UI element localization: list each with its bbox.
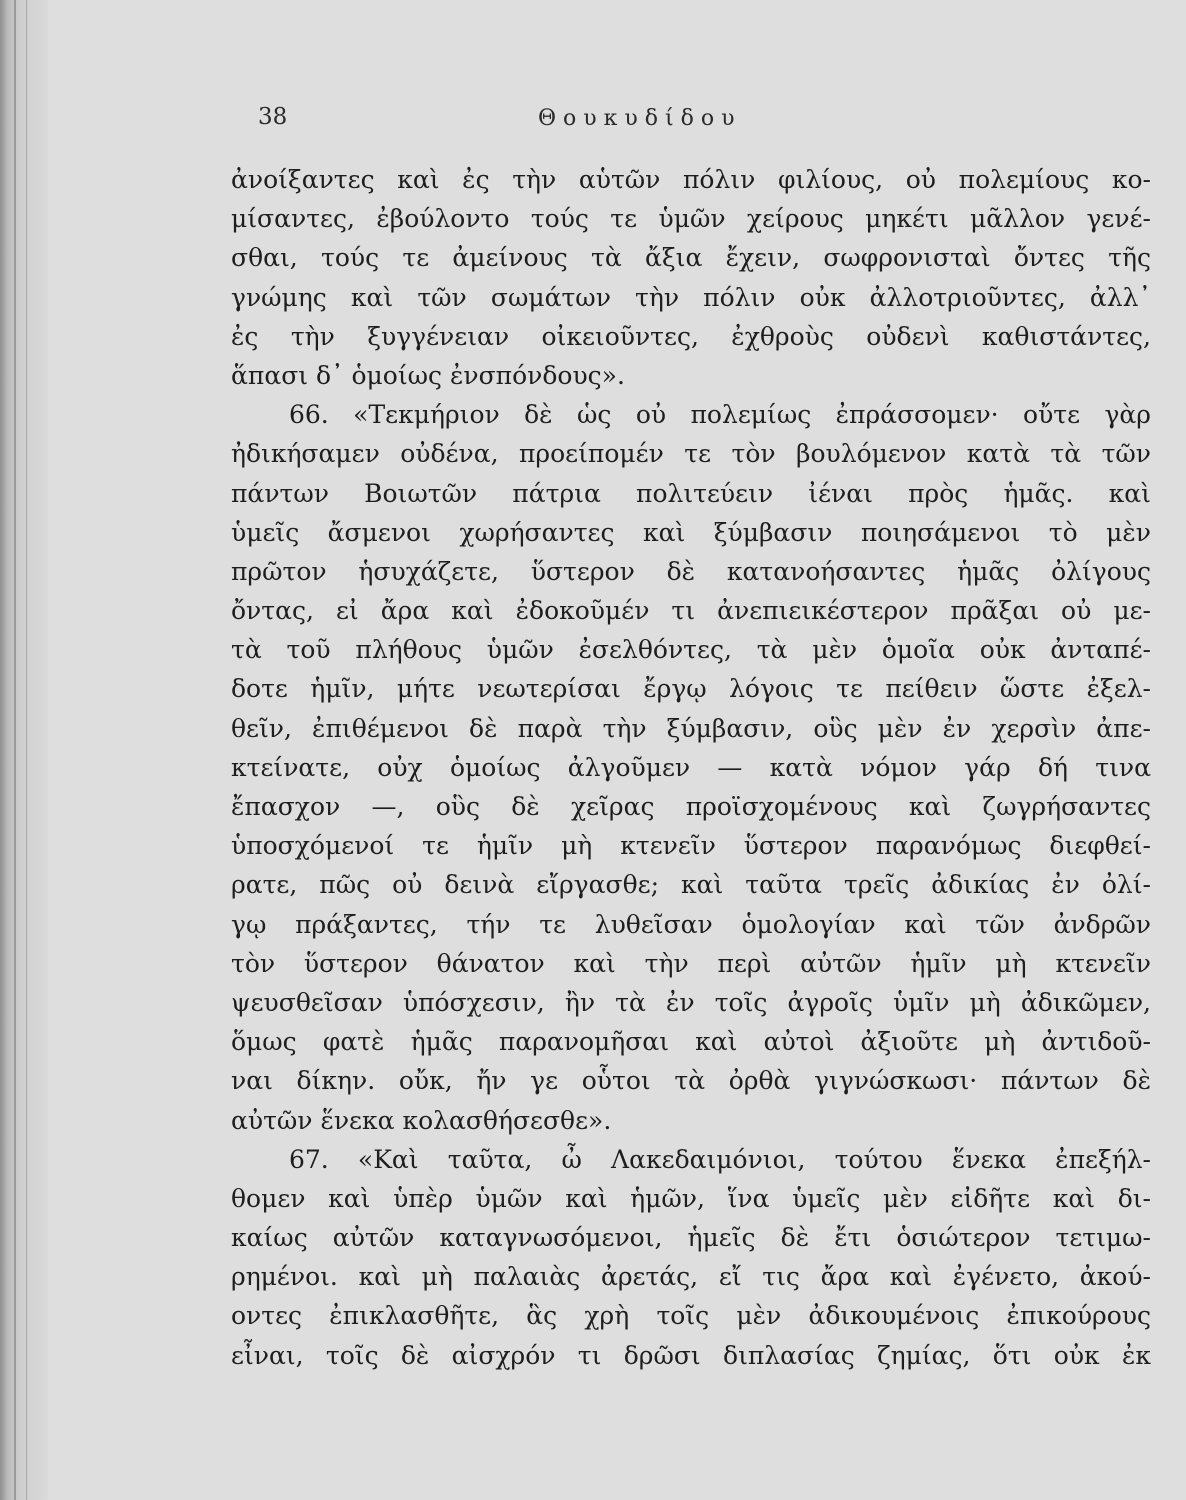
page-binding-edge <box>0 0 48 1500</box>
text-line: γνώμης καὶ τῶν σωμάτων τὴν πόλιν οὐκ ἀλλοτριοῦντες, ἀλλ᾽ <box>231 282 1151 312</box>
chapter-67-start: 67. «Καὶ ταῦτα, ὦ Λακεδαιμόνιοι, τούτου ἕνεκα ἐπεξήλ- <box>289 1144 1151 1174</box>
text-line: εἶναι, τοῖς δὲ αἰσχρόν τι δρῶσι διπλασίας ζημίας, ὅτι οὐκ ἐκ <box>231 1340 1151 1370</box>
body-text <box>231 160 1151 1375</box>
text-line: ὅμως φατὲ ἡμᾶς παρανομῆσαι καὶ αὐτοὶ ἀξιοῦτε μὴ ἀντιδοῦ- <box>231 1027 1151 1057</box>
text-line: ἀνοίξαντες καὶ ἐς τὴν αὑτῶν πόλιν φιλίους, οὐ πολεμίους κο- <box>231 165 1151 194</box>
text-line: σθαι, τούς τε ἀμείνους τὰ ἄξια ἔχειν, σωφρονισταὶ ὄντες τῆς <box>231 243 1151 273</box>
text-line: ἔπασχον —, οὓς δὲ χεῖρας προϊσχομένους καὶ ζωγρήσαντες <box>231 792 1151 821</box>
text-line: μίσαντες, ἐβούλοντο τούς τε ὑμῶν χείρους μηκέτι μᾶλλον γενέ- <box>231 204 1151 234</box>
text-line: δοτε ἡμῖν, μήτε νεωτερίσαι ἔργῳ λόγοις τε πείθειν ὥστε ἐξελ- <box>231 674 1151 704</box>
text-line: θομεν καὶ ὑπὲρ ὑμῶν καὶ ἡμῶν, ἵνα ὑμεῖς μὲν εἰδῆτε καὶ δι- <box>231 1183 1151 1213</box>
page-number: 38 <box>258 104 288 130</box>
text-line: ἠδικήσαμεν οὐδένα, προείπομέν τε τὸν βουλόμενον κατὰ τὰ τῶν <box>231 439 1151 469</box>
text-line: τὸν ὕστερον θάνατον καὶ τὴν περὶ αὐτῶν ἡμῖν μὴ κτενεῖν <box>231 948 1151 978</box>
text-line: θεῖν, ἐπιθέμενοι δὲ παρὰ τὴν ξύμβασιν, οὓς μὲν ἐν χερσὶν ἀπε- <box>231 713 1151 743</box>
running-title: Θουκυδίδου <box>538 106 742 131</box>
text-line: ψευσθεῖσαν ὑπόσχεσιν, ἢν τὰ ἐν τοῖς ἀγροῖς ὑμῖν μὴ ἀδικῶμεν, <box>231 987 1151 1017</box>
text-line: ἐς τὴν ξυγγένειαν οἰκειοῦντες, ἐχθροὺς οὐδενὶ καθιστάντες, <box>231 321 1151 351</box>
text-line: κτείνατε, οὐχ ὁμοίως ἀλγοῦμεν — κατὰ νόμον γάρ δή τινα <box>231 752 1151 782</box>
chapter-66-start: 66. «Τεκμήριον δὲ ὡς οὐ πολεμίως ἐπράσσομεν· οὔτε γὰρ <box>289 400 1151 430</box>
text-line: ὄντας, εἰ ἄρα καὶ ἐδοκοῦμέν τι ἀνεπιεικέστερον πρᾶξαι οὐ με- <box>231 596 1151 626</box>
text-line: ναι δίκην. οὔκ, ἤν γε οὗτοι τὰ ὀρθὰ γιγνώσκωσι· πάντων δὲ <box>231 1066 1151 1096</box>
text-line: γῳ πράξαντες, τήν τε λυθεῖσαν ὁμολογίαν καὶ τῶν ἀνδρῶν <box>231 909 1151 939</box>
text-line: οντες ἐπικλασθῆτε, ἃς χρὴ τοῖς μὲν ἀδικουμένοις ἐπικούρους <box>231 1301 1151 1331</box>
running-header <box>258 104 1148 144</box>
text-line: ρημένοι. καὶ μὴ παλαιὰς ἀρετάς, εἴ τις ἄρα καὶ ἐγένετο, ἀκού- <box>231 1262 1151 1292</box>
text-line: πρῶτον ἡσυχάζετε, ὕστερον δὲ κατανοήσαντες ἡμᾶς ὀλίγους <box>231 556 1151 586</box>
text-line: ἅπασι δ᾽ ὁμοίως ἐνσπόνδους». <box>231 360 625 390</box>
text-line: ρατε, πῶς οὐ δεινὰ εἴργασθε; καὶ ταῦτα τρεῖς ἀδικίας ἐν ὀλί- <box>231 870 1151 900</box>
text-line: ὑποσχόμενοί τε ἡμῖν μὴ κτενεῖν ὕστερον παρανόμως διεφθεί- <box>231 831 1151 861</box>
text-line: καίως αὐτῶν καταγνωσόμενοι, ἡμεῖς δὲ ἔτι ὁσιώτερον τετιμω- <box>231 1223 1151 1253</box>
text-line: τὰ τοῦ πλήθους ὑμῶν ἐσελθόντες, τὰ μὲν ὁμοῖα οὐκ ἀνταπέ- <box>231 635 1151 665</box>
text-line: αὐτῶν ἕνεκα κολασθήσεσθε». <box>231 1105 612 1135</box>
text-line: πάντων Βοιωτῶν πάτρια πολιτεύειν ἰέναι πρὸς ἡμᾶς. καὶ <box>231 478 1151 508</box>
text-line: ὑμεῖς ἄσμενοι χωρήσαντες καὶ ξύμβασιν ποιησάμενοι τὸ μὲν <box>231 517 1151 547</box>
